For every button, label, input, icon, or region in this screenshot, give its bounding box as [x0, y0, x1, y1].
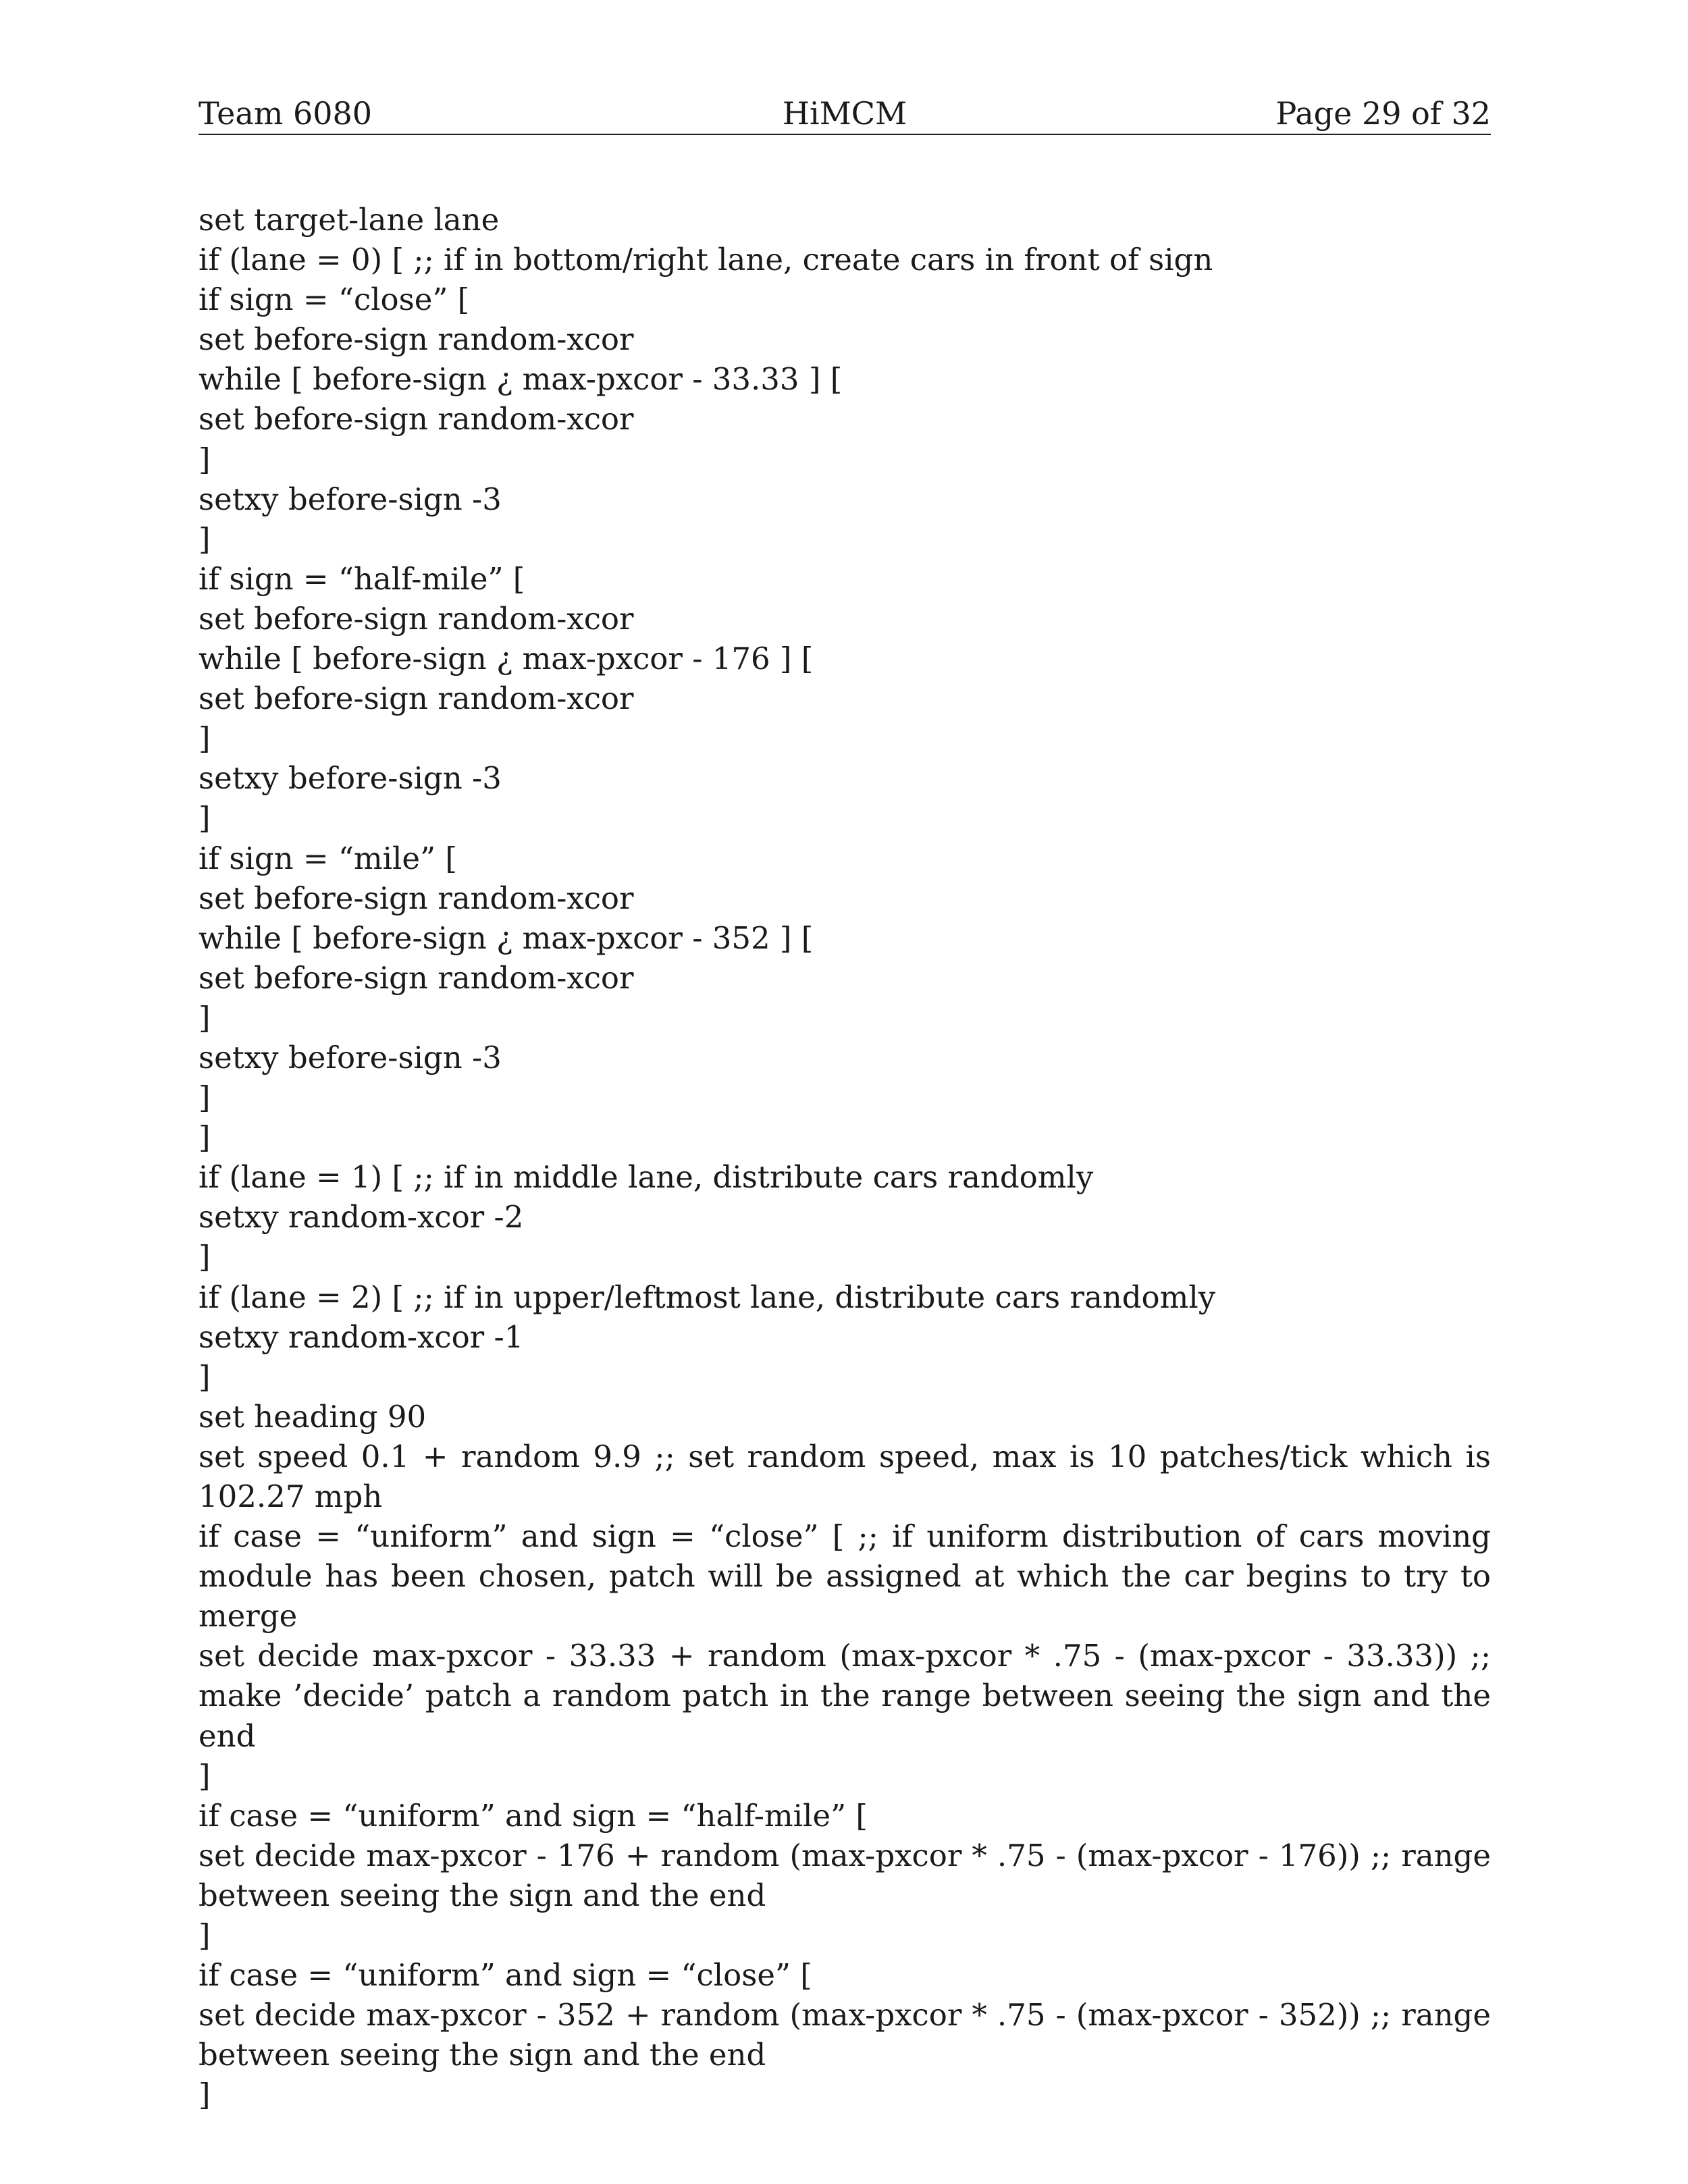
- code-line: ]: [199, 1119, 211, 1156]
- page-header: [199, 93, 1491, 135]
- code-line: if (lane = 0) [ ;; if in bottom/right lane, create cars in front of sign: [199, 242, 1213, 278]
- code-line: set target-lane lane: [199, 202, 500, 238]
- code-line: set heading 90: [199, 1398, 427, 1435]
- code-line: setxy before-sign -3: [199, 760, 502, 797]
- code-line: ]: [199, 1917, 211, 1954]
- code-listing: [199, 200, 1491, 2115]
- code-line: setxy random-xcor -1: [199, 1319, 524, 1355]
- code-line: ]: [199, 720, 211, 757]
- code-line: setxy before-sign -3: [199, 481, 502, 517]
- code-line: ]: [199, 441, 211, 477]
- code-line: set before-sign random-xcor: [199, 681, 634, 717]
- code-line: if case = “uniform” and sign = “close” [ ;; if uniform distribution of cars moving module has been chosen, patch will be assigned at which the car begins to try to merge: [199, 1518, 1491, 1634]
- code-line: ]: [199, 1757, 211, 1794]
- code-line: set before-sign random-xcor: [199, 959, 634, 996]
- code-line: set before-sign random-xcor: [199, 401, 634, 437]
- code-line: ]: [199, 521, 211, 557]
- header-page-number: Page 29 of 32: [1275, 95, 1491, 132]
- code-line: ]: [199, 999, 211, 1036]
- code-line: setxy before-sign -3: [199, 1039, 502, 1075]
- code-line: if sign = “half-mile” [: [199, 560, 525, 597]
- code-line: set speed 0.1 + random 9.9 ;; set random speed, max is 10 patches/tick which is 102.27 mph: [199, 1438, 1491, 1514]
- code-line: if case = “uniform” and sign = “half-mile” [: [199, 1797, 868, 1834]
- code-line: ]: [199, 1080, 211, 1116]
- code-line: if (lane = 1) [ ;; if in middle lane, distribute cars randomly: [199, 1159, 1094, 1196]
- code-line: set decide max-pxcor - 352 + random (max-pxcor * .75 - (max-pxcor - 352)) ;; range between seeing the sign and the end: [199, 1997, 1491, 2073]
- code-line: set before-sign random-xcor: [199, 600, 634, 637]
- code-line: setxy random-xcor -2: [199, 1199, 524, 1235]
- code-line: if sign = “mile” [: [199, 840, 457, 876]
- code-line: set decide max-pxcor - 33.33 + random (max-pxcor * .75 - (max-pxcor - 33.33)) ;; make ’decide’ patch a random patch in the range between seeing the sign and the end: [199, 1638, 1491, 1754]
- code-line: ]: [199, 1239, 211, 1275]
- code-line: if sign = “close” [: [199, 282, 470, 318]
- code-line: set before-sign random-xcor: [199, 880, 634, 916]
- code-line: while [ before-sign ¿ max-pxcor - 352 ] [: [199, 920, 814, 956]
- code-line: while [ before-sign ¿ max-pxcor - 33.33 ] [: [199, 361, 843, 398]
- header-competition: HiMCM: [782, 95, 907, 132]
- code-line: ]: [199, 800, 211, 836]
- code-line: set decide max-pxcor - 176 + random (max-pxcor * .75 - (max-pxcor - 176)) ;; range between seeing the sign and the end: [199, 1837, 1491, 1913]
- code-line: ]: [199, 2077, 211, 2113]
- code-line: if (lane = 2) [ ;; if in upper/leftmost lane, distribute cars randomly: [199, 1279, 1216, 1315]
- header-team: Team 6080: [199, 95, 373, 132]
- code-line: if case = “uniform” and sign = “close” [: [199, 1957, 812, 1994]
- code-line: while [ before-sign ¿ max-pxcor - 176 ] [: [199, 641, 814, 677]
- code-line: ]: [199, 1358, 211, 1395]
- code-line: set before-sign random-xcor: [199, 321, 634, 358]
